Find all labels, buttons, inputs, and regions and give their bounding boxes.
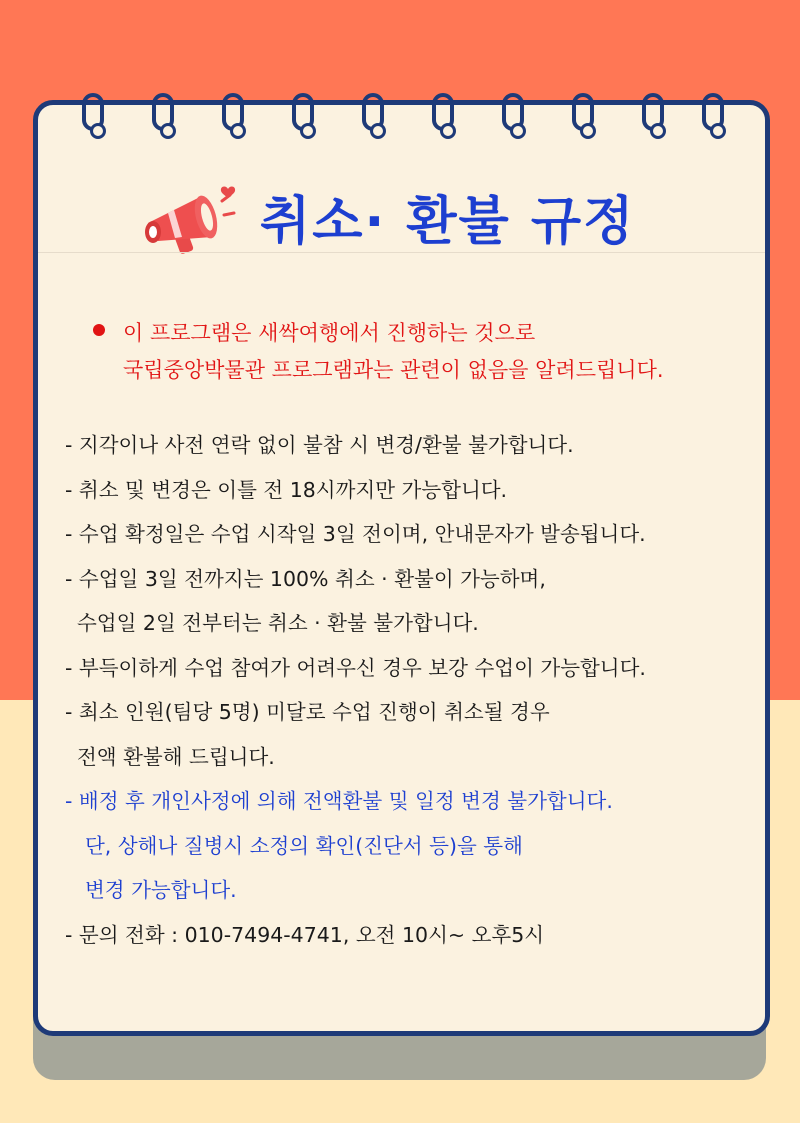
policy-item-continuation: 전액 환불해 드립니다. xyxy=(77,744,275,769)
notice-line-2: 국립중앙박물관 프로그램과는 관련이 없음을 알려드립니다. xyxy=(123,358,664,382)
policy-item: - 지각이나 사전 연락 없이 불참 시 변경/환불 불가합니다. xyxy=(65,433,574,457)
policy-item: - 수업일 3일 전까지는 100% 취소 · 환불이 가능하며, xyxy=(65,566,546,591)
policy-item: - 취소 및 변경은 이틀 전 18시까지만 가능합니다. xyxy=(65,477,508,502)
policy-item: - 부득이하게 수업 참여가 어려우신 경우 보강 수업이 가능합니다. xyxy=(65,655,646,680)
card-content xyxy=(33,100,770,1036)
policy-item-highlight-continuation: 단, 상해나 질병시 소정의 확인(진단서 등)을 통해 xyxy=(85,833,523,858)
policy-item: - 수업 확정일은 수업 시작일 3일 전이며, 안내문자가 발송됩니다. xyxy=(65,522,646,546)
policy-item: - 최소 인원(팀당 5명) 미달로 수업 진행이 취소될 경우 xyxy=(65,700,550,724)
policy-item-continuation: 수업일 2일 전부터는 취소 · 환불 불가합니다. xyxy=(77,611,479,635)
policy-item-highlight-continuation: 변경 가능합니다. xyxy=(85,878,237,902)
contact-info: - 문의 전화 : 010-7494-4741, 오전 10시~ 오후5시 xyxy=(65,922,545,947)
notice-line-1: 이 프로그램은 새싹여행에서 진행하는 것으로 xyxy=(123,321,536,345)
policy-item-highlight: - 배정 후 개인사정에 의해 전액환불 및 일정 변경 불가합니다. xyxy=(65,789,613,813)
page-title: 취소· 환불 규정 xyxy=(260,192,636,252)
policy-list xyxy=(65,423,755,957)
notice-block xyxy=(93,315,733,389)
bullet-icon xyxy=(93,324,105,336)
